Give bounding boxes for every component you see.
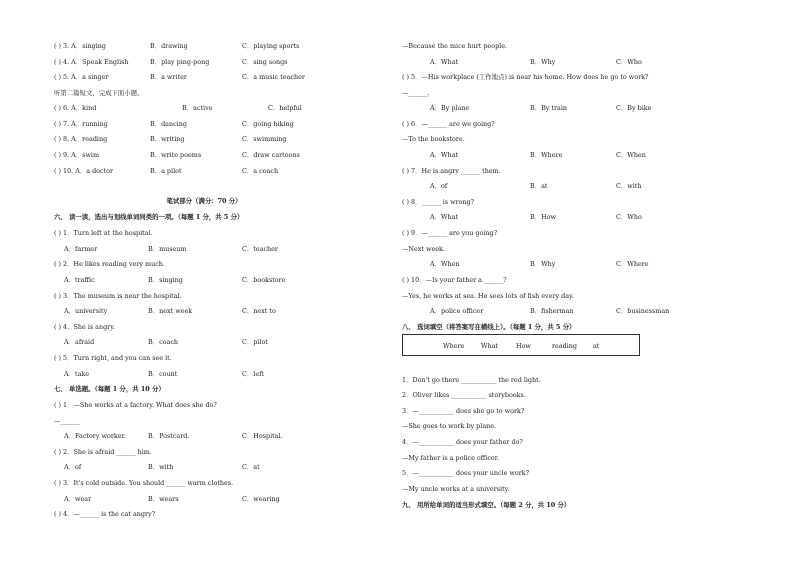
sec7-q2: ( ) 2．She is afraid ______ him. — [54, 448, 152, 456]
sec7-q10: ( ) 10．—Is your father a ______? — [402, 276, 507, 284]
question-text: ( ) 2．He likes reading very much. — [54, 260, 165, 268]
sec7-q5-answer-line: —______. — [402, 89, 430, 97]
option-a: A．university — [64, 307, 108, 315]
option-c: C．next to — [242, 307, 276, 315]
option-b: B．museum — [148, 245, 187, 253]
fill-line-3: 3．—___________ does she go to work? — [402, 407, 525, 415]
sec7-q9-reply: —Next week. — [402, 245, 445, 253]
sec7-q4: ( ) 4．—______ is the cat angry? — [54, 510, 156, 518]
question-text: ( ) 4. A．Speak English — [54, 58, 129, 66]
option-c: C．going hiking — [242, 120, 294, 128]
option-b: B．Where — [530, 151, 563, 159]
sec7-q3: ( ) 3．It's cold outside. You should ______ warm clothes. — [54, 479, 234, 487]
sec7-q6: ( ) 6．—______ are we going? — [402, 120, 495, 128]
option-b: B．Why — [530, 58, 556, 66]
question-text: ( ) 8. A．reading — [54, 135, 108, 143]
option-c: C．Hospital. — [242, 432, 283, 440]
sec7-q9: ( ) 9．—______ are you going? — [402, 229, 497, 237]
option-c: C．bookstore — [242, 276, 286, 284]
sec7-q4-reply: —Because the mice hurt people. — [402, 42, 508, 50]
option-b: B．Why — [530, 260, 556, 268]
option-c: C．swimming — [242, 135, 287, 143]
fill-line-3-reply: —She goes to work by plane. — [402, 422, 497, 430]
option-b: B．a writer — [150, 73, 187, 81]
word-bank-item: at — [593, 342, 600, 350]
option-b: B．drawing — [150, 42, 188, 50]
section-7-title: 七、 单选题。（每题 1 分，共 10 分） — [54, 385, 165, 393]
option-b: B．count — [148, 370, 178, 378]
option-c: C．a music teacher — [242, 73, 305, 81]
question-text: ( ) 3．The museum is near the hospital. — [54, 292, 182, 300]
option-b: B．write poems — [150, 151, 202, 159]
option-b: B．How — [530, 213, 556, 221]
option-b: B．singing — [148, 276, 183, 284]
word-bank-box — [402, 334, 640, 356]
written-part-title: 笔试部分（满分：70 分） — [166, 197, 242, 205]
option-c: C．By bike — [616, 104, 652, 112]
option-a: A．wear — [64, 495, 92, 503]
option-a: A．By plane — [430, 104, 470, 112]
sec7-q8: ( ) 8．______ is wrong? — [402, 198, 475, 206]
sec7-q1-answer-line: —______ — [54, 417, 80, 425]
question-text: ( ) 7. A．running — [54, 120, 108, 128]
option-b: B．fisherman — [530, 307, 574, 315]
fill-line-4: 4．—___________ does your father do? — [402, 438, 523, 446]
question-text: ( ) 9. A．swim — [54, 151, 100, 159]
question-text: ( ) 10. A．a doctor — [54, 167, 114, 175]
option-a: A．When — [430, 260, 460, 268]
word-bank-item: reading — [552, 342, 577, 350]
question-text: ( ) 5. A．a singer — [54, 73, 109, 81]
option-b: B．writing — [150, 135, 185, 143]
sec7-q6-reply: —To the bookstore. — [402, 135, 465, 143]
option-b: B．By train — [530, 104, 568, 112]
option-c: C．left — [242, 370, 265, 378]
question-text: ( ) 1．Turn left at the hospital. — [54, 229, 153, 237]
option-c: C．a coach — [242, 167, 279, 175]
option-c: C．at — [242, 463, 260, 471]
option-c: C．teacher — [242, 245, 278, 253]
fill-line-4-reply: —My father is a police officer. — [402, 454, 500, 462]
word-bank-item: What — [481, 342, 499, 350]
option-c: C．pilot — [242, 338, 268, 346]
sec7-q1: ( ) 1．—She works at a factory. What does she do? — [54, 401, 217, 409]
option-b: B．Postcard. — [148, 432, 190, 440]
sec7-q5: ( ) 5．—His workplace (工作地点) is near his home. How does he go to work? — [402, 73, 649, 81]
section-8-title: 八、 选词填空（将答案写在横线上）。（每题 1 分，共 5 分） — [402, 323, 576, 331]
option-c: C．sing songs — [242, 58, 288, 66]
option-c: C．draw cartoons — [242, 151, 300, 159]
option-c: C．Where — [616, 260, 649, 268]
option-a: A．traffic — [64, 276, 95, 284]
option-a: A．police officer — [430, 307, 484, 315]
option-a: A．afraid — [64, 338, 95, 346]
listen-part2-title: 听第二篇短文，完成下面小题。 — [54, 89, 144, 97]
option-a: A．take — [64, 370, 90, 378]
option-c: C．wearing — [242, 495, 280, 503]
option-b: B．next week — [148, 307, 193, 315]
option-a: A．What — [430, 58, 459, 66]
option-b: B．with — [148, 463, 174, 471]
question-text: ( ) 5．Turn right, and you can see it. — [54, 354, 172, 362]
option-a: A．farmer — [64, 245, 98, 253]
right-column — [402, 0, 762, 562]
question-text: ( ) 4．She is angry. — [54, 323, 116, 331]
option-c: C．businessman — [616, 307, 670, 315]
option-a: A．of — [430, 182, 448, 190]
option-c: C．Who — [616, 213, 642, 221]
option-a: A．of — [64, 463, 82, 471]
option-a: A．Factory worker. — [64, 432, 126, 440]
option-c: C．When — [616, 151, 646, 159]
sec7-q7: ( ) 7．He is angry ______ them. — [402, 167, 501, 175]
option-b: B．at — [530, 182, 548, 190]
option-b: B．coach — [148, 338, 179, 346]
question-text: ( ) 3. A．singing — [54, 42, 106, 50]
option-b: B．dancing — [150, 120, 187, 128]
option-b: B．a pilot — [150, 167, 182, 175]
fill-line-5: 5．—___________ does your uncle work? — [402, 469, 530, 477]
question-text: ( ) 6. A．kind — [54, 104, 97, 112]
section-6-title: 六、 读一读，选出与划线单词同类的一项。（每题 1 分，共 5 分） — [54, 213, 244, 221]
fill-line-1: 1．Don't go there ___________ the red light. — [402, 376, 541, 384]
left-column — [54, 0, 414, 562]
word-bank-item: How — [516, 342, 531, 350]
section-9-title: 九、 用所给单词的适当形式填空。（每题 2 分，共 10 分） — [402, 501, 571, 509]
option-c: C．playing sports — [242, 42, 300, 50]
option-b: B．wears — [148, 495, 179, 503]
word-bank-item: Where — [443, 342, 465, 350]
fill-line-5-reply: —My uncle works at a university. — [402, 485, 510, 493]
option-c: C．Who — [616, 58, 642, 66]
fill-line-2: 2．Oliver likes ___________ storybooks. — [402, 391, 526, 399]
option-b: B．active — [182, 104, 213, 112]
option-b: B．play ping-pong — [150, 58, 210, 66]
option-a: A．What — [430, 151, 459, 159]
option-c: C．with — [616, 182, 642, 190]
option-c: C．helpful — [268, 104, 302, 112]
option-a: A．What — [430, 213, 459, 221]
sec7-q10-reply: —Yes, he works at sea. He sees lots of fish every day. — [402, 292, 574, 300]
